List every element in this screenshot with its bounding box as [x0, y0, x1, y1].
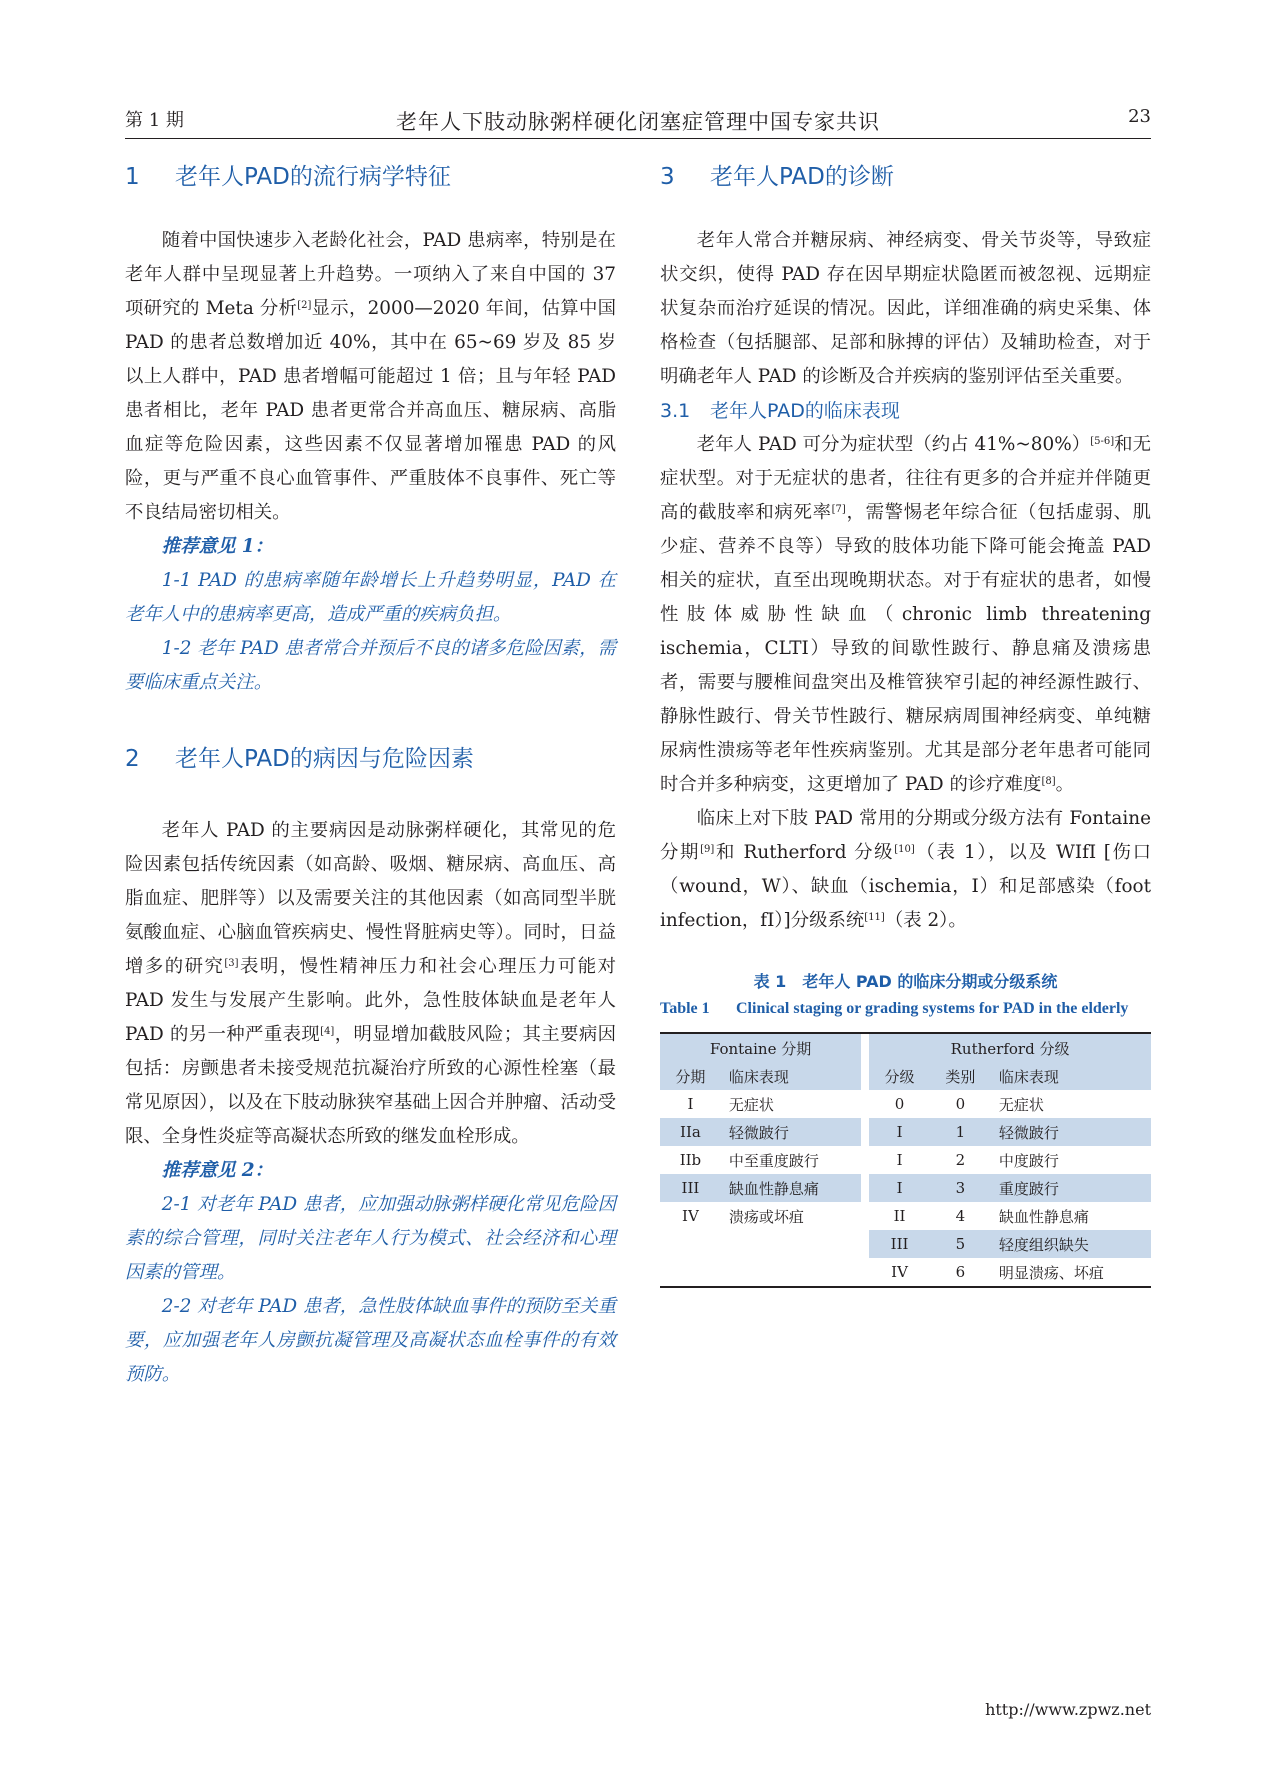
- left-column: [125, 160, 616, 1392]
- citation[interactable]: [11]: [864, 912, 885, 923]
- citation[interactable]: [3]: [224, 958, 239, 969]
- recommendation-1-2: 1-2 老年 PAD 患者常合并预后不良的诸多危险因素，需要临床重点关注。: [125, 638, 616, 693]
- section-1-heading: 1 老年人PAD的流行病学特征: [125, 164, 451, 190]
- table-group-header: [660, 1033, 1151, 1062]
- journal-running-title: 老年人下肢动脉粥样硬化闭塞症管理中国专家共识: [396, 110, 880, 134]
- citation[interactable]: [5-6]: [1090, 436, 1115, 447]
- table-row: IIa 轻微跛行 I 1 轻微跛行: [660, 1118, 1151, 1146]
- subsection-3-1-heading: 3.1 老年人PAD的临床表现: [660, 400, 900, 422]
- table-row: IV 溃疡或坏疽 II 4 缺血性静息痛: [660, 1202, 1151, 1230]
- col-header: 分期: [660, 1062, 721, 1090]
- col-header: 临床表现: [991, 1062, 1151, 1090]
- table-row: IIb 中至重度跛行 I 2 中度跛行: [660, 1146, 1151, 1174]
- recommendation-1-heading: 推荐意见 1：: [161, 536, 273, 557]
- table-1-caption-cn: 表 1 老年人 PAD 的临床分期或分级系统: [753, 972, 1058, 991]
- section-2-heading: 2 老年人PAD的病因与危险因素: [125, 746, 474, 772]
- fontaine-header: Fontaine 分期: [660, 1033, 861, 1062]
- running-header: [125, 98, 1151, 139]
- section-1-paragraph: 随着中国快速步入老龄化社会，PAD 患病率，特别是在老年人群中呈现显著上升趋势。一项纳入了来自中国的 37 项研究的 Meta 分析[2]显示，2000—2020 年间，估算中国 PAD 的患者总数增加近 40%，其中在 65~69 岁及 85 岁以上人群中，PAD 患者增幅可能超过 1 倍；且与年轻 PAD 患者相比，老年 PAD 患者更常合并高血压、糖尿病、高脂血症等危险因素，这些因素不仅显著增加罹患 PAD 的风险，更与严重不良心血管事件、严重肢体不良事件、死亡等不良结局密切相关。: [125, 230, 617, 523]
- col-header: 分级: [869, 1062, 930, 1090]
- recommendation-1-1: 1-1 PAD 的患病率随年龄增长上升趋势明显，PAD 在老年人中的患病率更高，造成严重的疾病负担。: [125, 570, 616, 625]
- table-row: III 5 轻度组织缺失: [660, 1230, 1151, 1258]
- citation[interactable]: [7]: [831, 504, 846, 515]
- subsection-3-1-paragraph: 老年人 PAD 可分为症状型（约占 41%~80%）[5-6]和无症状型。对于无症状的患者，往往有更多的合并症并伴随更高的截肢率和病死率[7]，需警惕老年综合征（包括虚弱、肌少症、营养不良等）导致的肢体功能下降可能会掩盖 PAD 相关的症状，直至出现晚期状态。对于有症状的患者，如慢性肢体威胁性缺血（chronic limb threatening ischemia，CLTI）导致的间歇性跛行、静息痛及溃疡患者，需要与腰椎间盘突出及椎管狭窄引起的神经源性跛行、静脉性跛行、骨关节性跛行、糖尿病周围神经病变、单纯糖尿病性溃疡等老年性疾病鉴别。尤其是部分老年患者可能同时合并多种病变，这更增加了 PAD 的诊疗难度[8]。: [660, 434, 1151, 795]
- footer-url[interactable]: http://www.zpwz.net: [985, 1700, 1151, 1719]
- page-number: 23: [1128, 106, 1151, 127]
- citation[interactable]: [9]: [700, 844, 715, 855]
- section-3-heading: 3 老年人PAD的诊断: [660, 164, 894, 190]
- citation[interactable]: [2]: [297, 300, 312, 311]
- right-column: [660, 160, 1151, 1288]
- issue-number: 第 1 期: [125, 110, 184, 131]
- recommendation-2-heading: 推荐意见 2：: [161, 1160, 273, 1181]
- citation[interactable]: [8]: [1041, 776, 1056, 787]
- recommendation-2-1: 2-1 对老年 PAD 患者，应加强动脉粥样硬化常见危险因素的综合管理，同时关注老年人行为模式、社会经济和心理因素的管理。: [125, 1194, 616, 1283]
- table-column-header: [660, 1062, 1151, 1090]
- citation[interactable]: [4]: [320, 1026, 335, 1037]
- col-header: 类别: [930, 1062, 991, 1090]
- classification-paragraph: 临床上对下肢 PAD 常用的分期或分级方法有 Fontaine 分期[9]和 Rutherford 分级[10]（表 1），以及 WIfI [伤口（wound，W）、缺血（ischemia，I）和足部感染（foot infection，fI）]分级系统[11]（表 2）。: [660, 808, 1151, 931]
- section-2-paragraph: 老年人 PAD 的主要病因是动脉粥样硬化，其常见的危险因素包括传统因素（如高龄、吸烟、糖尿病、高血压、高脂血症、肥胖等）以及需要关注的其他因素（如高同型半胱氨酸血症、心脑血管疾病史、慢性肾脏病史等）。同时，日益增多的研究[3]表明，慢性精神压力和社会心理压力可能对 PAD 发生与发展产生影响。此外，急性肢体缺血是老年人 PAD 的另一种严重表现[4]，明显增加截肢风险；其主要病因包括：房颤患者未接受规范抗凝治疗所致的心源性栓塞（最常见原因），以及在下肢动脉狭窄基础上因合并肿瘤、活动受限、全身性炎症等高凝状态所致的继发血栓形成。: [125, 820, 616, 1147]
- table-row: III 缺血性静息痛 I 3 重度跛行: [660, 1174, 1151, 1202]
- table-row: IV 6 明显溃疡、坏疽: [660, 1258, 1151, 1287]
- recommendation-2-2: 2-2 对老年 PAD 患者，急性肢体缺血事件的预防至关重要，应加强老年人房颤抗凝管理及高凝状态血栓事件的有效预防。: [125, 1296, 616, 1385]
- section-3-paragraph: 老年人常合并糖尿病、神经病变、骨关节炎等，导致症状交织，使得 PAD 存在因早期症状隐匿而被忽视、远期症状复杂而治疗延误的情况。因此，详细准确的病史采集、体格检查（包括腿部、足部和脉搏的评估）及辅助检查，对于明确老年人 PAD 的诊断及合并疾病的鉴别评估至关重要。: [660, 230, 1151, 387]
- col-header: 临床表现: [721, 1062, 861, 1090]
- table-1-caption-en: Table 1 Clinical staging or grading systems for PAD in the elderly: [660, 1000, 1129, 1017]
- citation[interactable]: [10]: [894, 844, 915, 855]
- table-row: I 无症状 0 0 无症状: [660, 1090, 1151, 1118]
- rutherford-header: Rutherford 分级: [869, 1033, 1151, 1062]
- table-1: [660, 1032, 1151, 1288]
